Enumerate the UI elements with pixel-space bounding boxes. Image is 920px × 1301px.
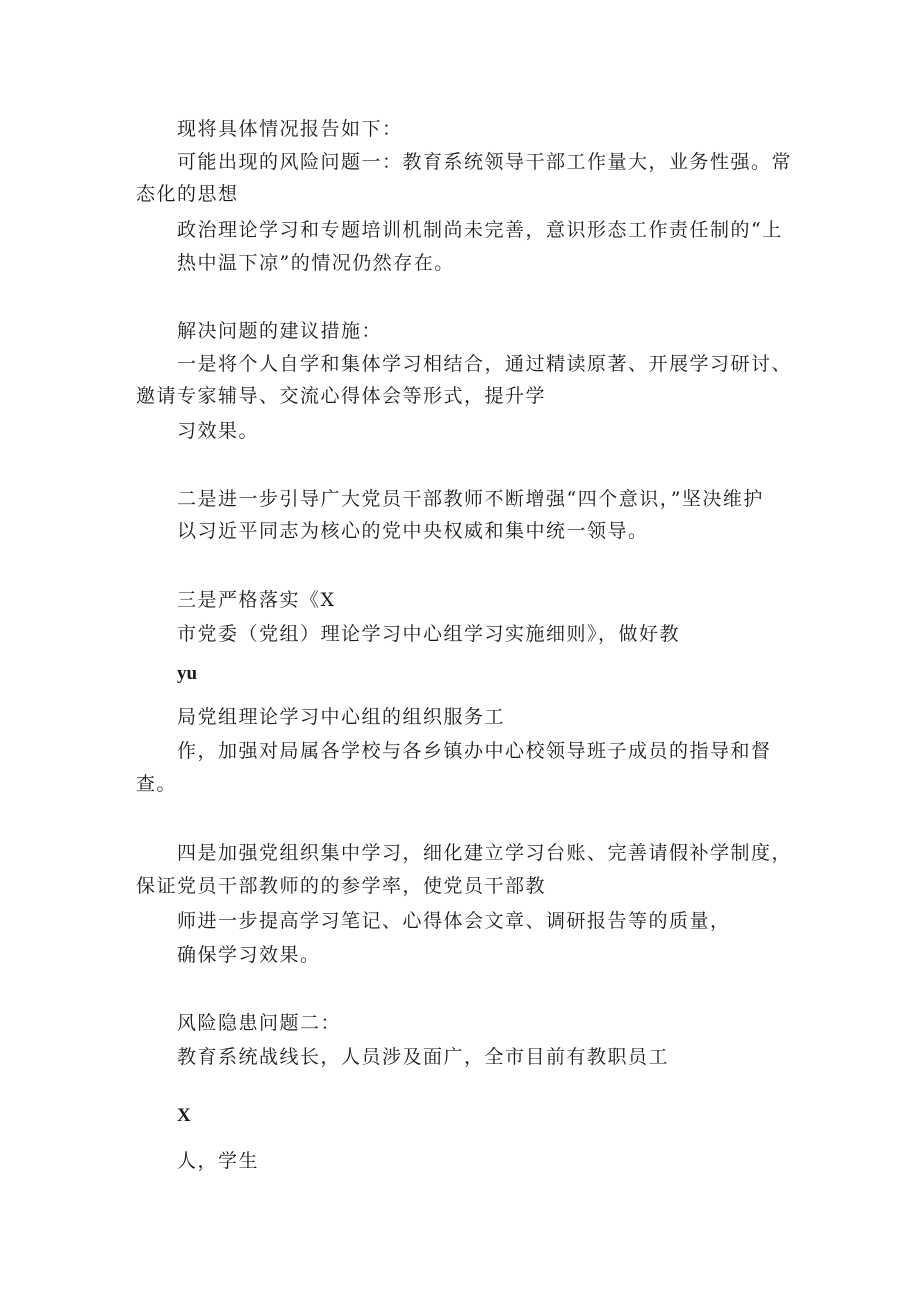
text-line: 可能出现的风险问题一：教育系统领导干部工作量大，业务性强。常	[177, 151, 793, 173]
text-line: 邀请专家辅导、交流心得体会等形式，提升学	[136, 385, 547, 407]
text-line: 以习近平同志为核心的党中央权威和集中统一领导。	[177, 520, 649, 542]
text-line: 政治理论学习和专题培训机制尚未完善，意识形态工作责任制的“上	[177, 219, 783, 241]
text-line: 二是进一步引导广大党员干部教师不断增强“四个意识，”坚决维护	[177, 488, 764, 510]
text-line: 四是加强党组织集中学习，细化建立学习台账、完善请假补学制度，	[177, 842, 793, 864]
text-line: 确保学习效果。	[177, 944, 321, 966]
text-line: X	[177, 1105, 191, 1126]
text-line: 现将具体情况报告如下：	[177, 118, 403, 140]
text-line: 一是将个人自学和集体学习相结合，通过精读原著、开展学习研讨、	[177, 353, 793, 375]
text-line: 风险隐患问题二：	[177, 1012, 342, 1034]
text-line: 局党组理论学习中心组的组织服务工	[177, 706, 506, 728]
text-line: 三是严格落实《X	[177, 589, 336, 611]
text-line: 作，加强对局属各学校与各乡镇办中心校领导班子成员的指导和督	[177, 740, 772, 762]
text-line: 师进一步提高学习笔记、心得体会文章、调研报告等的质量，	[177, 910, 731, 932]
text-line: 市党委（党组）理论学习中心组学习实施细则》，做好教	[177, 623, 681, 645]
text-line: 习效果。	[177, 420, 260, 442]
text-line: 教育系统战线长，人员涉及面广，全市目前有教职员工	[177, 1046, 670, 1068]
text-line: 解决问题的建议措施：	[177, 320, 383, 342]
text-line: 人，学生	[177, 1150, 260, 1172]
text-line: 查。	[136, 773, 178, 795]
text-line: 保证党员干部教师的的参学率，使党员干部教	[136, 875, 547, 897]
text-line: yu	[177, 663, 198, 684]
text-line: 热中温下凉”的情况仍然存在。	[177, 252, 455, 274]
text-line: 态化的思想	[136, 183, 239, 205]
